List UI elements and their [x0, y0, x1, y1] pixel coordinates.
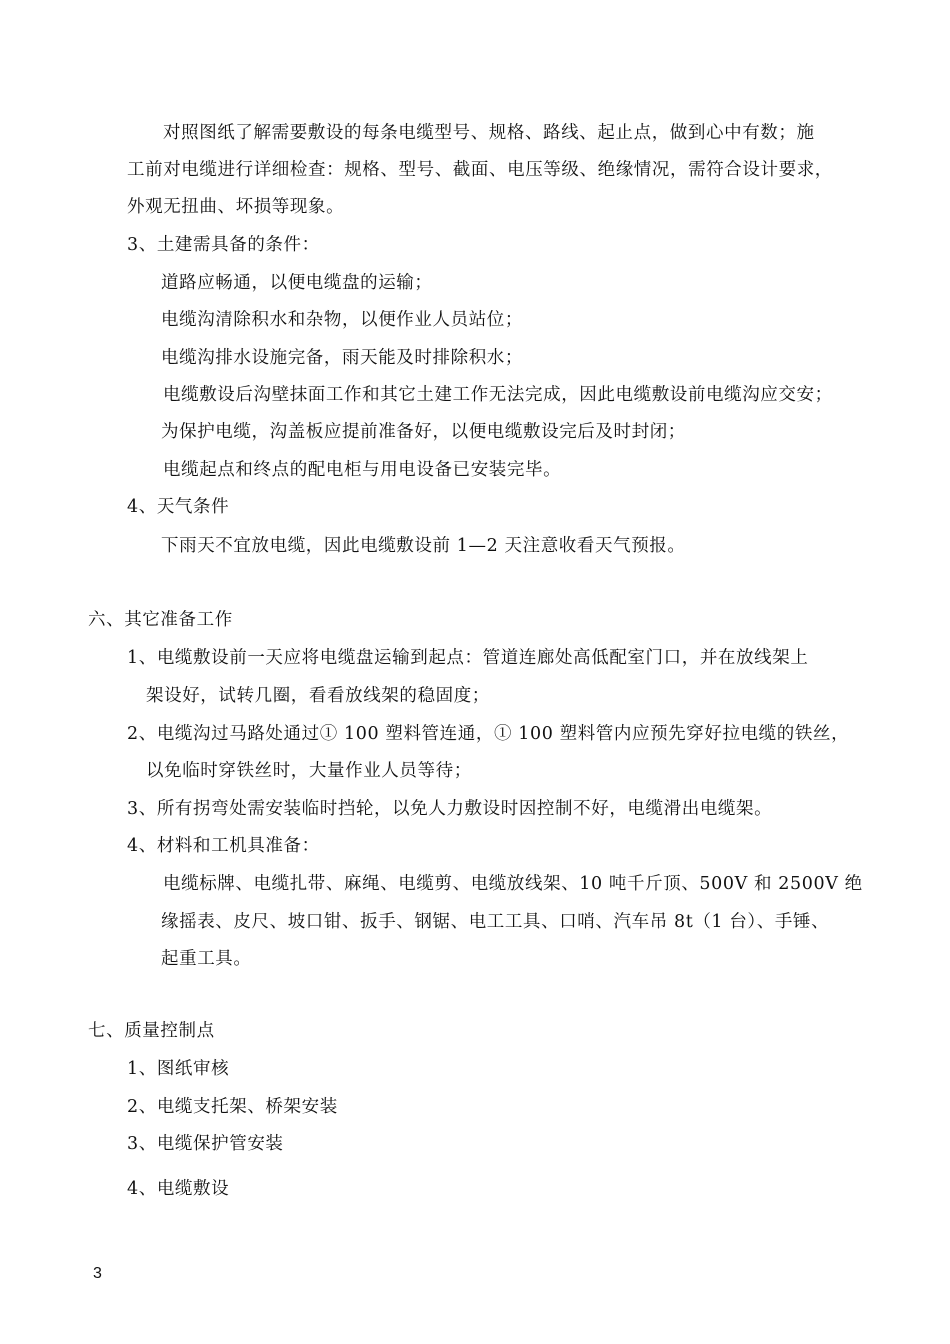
item3-point: 电缆敷设后沟壁抹面工作和其它土建工作无法完成，因此电缆敷设前电缆沟应交安；	[163, 385, 833, 405]
section6-item1-line2: 架设好，试转几圈，看看放线架的稳固度；	[146, 686, 490, 706]
section7-item: 2、电缆支托架、桥架安装	[127, 1097, 338, 1117]
item3-heading: 3、土建需具备的条件：	[127, 235, 320, 255]
section7-item: 1、图纸审核	[127, 1059, 230, 1079]
section6-item2-line2: 以免临时穿铁丝时，大量作业人员等待；	[146, 761, 472, 781]
intro-line-3: 外观无扭曲、坏损等现象。	[127, 197, 345, 217]
section6-item1-line1: 1、电缆敷设前一天应将电缆盘运输到起点：管道连廊处高低配室门口，并在放线架上	[127, 648, 809, 668]
section6-item4-heading: 4、材料和工机具准备：	[127, 836, 320, 856]
item3-point: 电缆起点和终点的配电柜与用电设备已安装完毕。	[163, 460, 562, 480]
section6-item2-line1: 2、电缆沟过马路处通过① 100 塑料管连通，① 100 塑料管内应预先穿好拉电缆的铁丝，	[127, 724, 850, 744]
item3-point: 为保护电缆，沟盖板应提前准备好，以便电缆敷设完后及时封闭；	[161, 422, 686, 442]
item3-point: 道路应畅通，以便电缆盘的运输；	[161, 273, 433, 293]
item3-point: 电缆沟排水设施完备，雨天能及时排除积水；	[161, 348, 523, 368]
item3-point: 电缆沟清除积水和杂物，以便作业人员站位；	[161, 310, 523, 330]
section7-item: 3、电缆保护管安装	[127, 1134, 284, 1154]
section6-item3: 3、所有拐弯处需安装临时挡轮，以免人力敷设时因控制不好，电缆滑出电缆架。	[127, 799, 773, 819]
item4-text: 下雨天不宜放电缆，因此电缆敷设前 1—2 天注意收看天气预报。	[161, 536, 686, 556]
page-number: 3	[93, 1265, 102, 1282]
section6-item4-line1: 电缆标牌、电缆扎带、麻绳、电缆剪、电缆放线架、10 吨千斤顶、500V 和 2500V 绝	[163, 874, 863, 894]
section7-item: 4、电缆敷设	[127, 1179, 230, 1199]
section6-item4-line3: 起重工具。	[161, 949, 252, 969]
section6-item4-line2: 缘摇表、皮尺、坡口钳、扳手、钢锯、电工工具、口哨、汽车吊 8t（1 台）、手锤、	[161, 912, 830, 932]
item4-heading: 4、天气条件	[127, 497, 230, 517]
section6-heading: 六、其它准备工作	[88, 610, 233, 630]
section7-heading: 七、质量控制点	[88, 1021, 215, 1041]
intro-line-1: 对照图纸了解需要敷设的每条电缆型号、规格、路线、起止点，做到心中有数；施	[163, 123, 815, 143]
intro-line-2: 工前对电缆进行详细检查：规格、型号、截面、电压等级、绝缘情况，需符合设计要求，	[127, 160, 833, 180]
